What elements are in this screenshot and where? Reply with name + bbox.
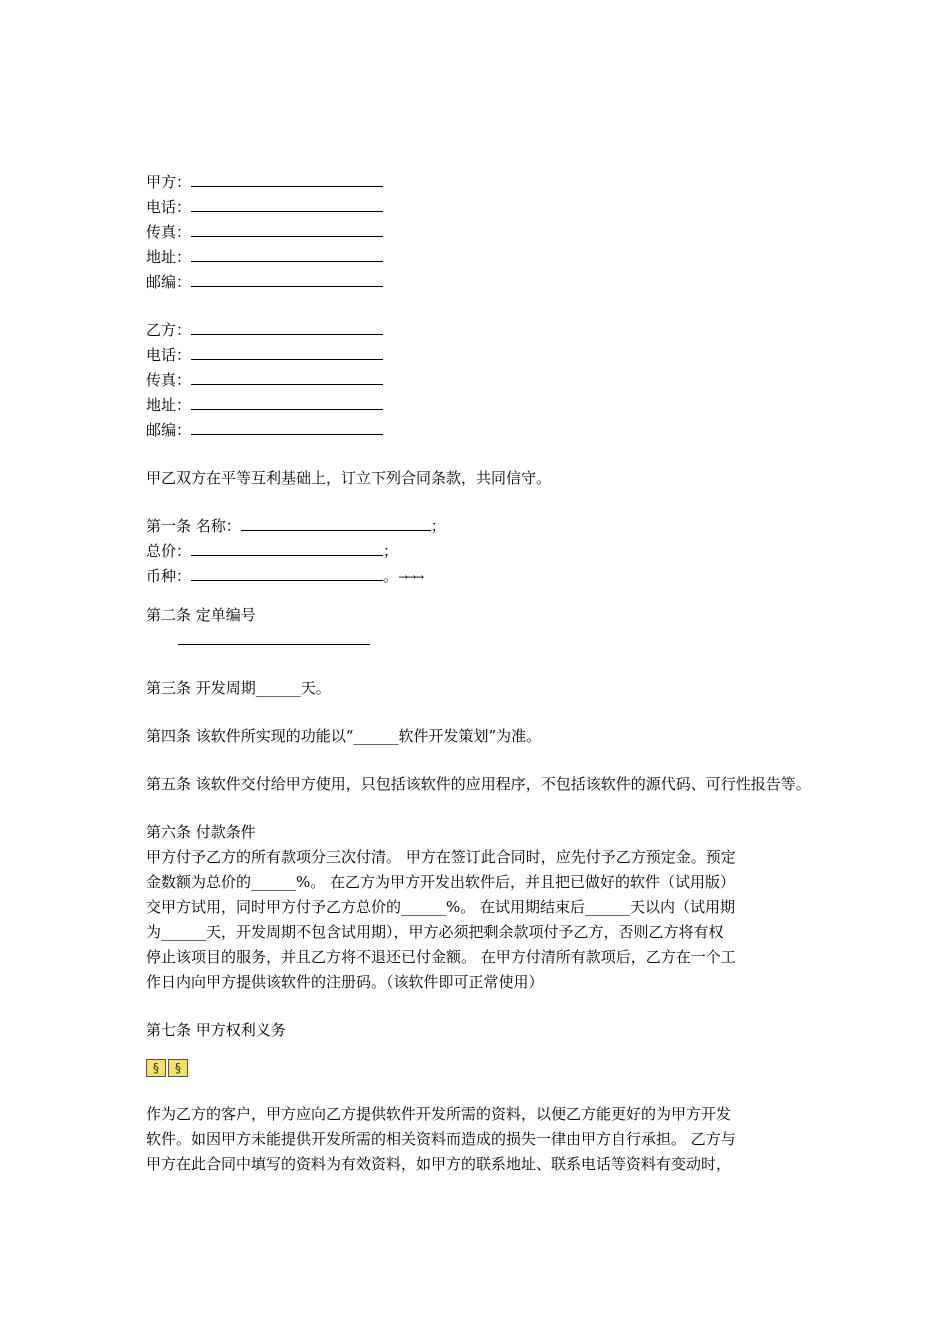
party-b-postcode-row <box>146 418 816 443</box>
punctuation: ； <box>430 517 446 535</box>
software-plan-field[interactable]: ______ <box>353 727 399 745</box>
party-b-phone-field[interactable] <box>191 346 383 360</box>
spacer <box>146 1043 816 1057</box>
total-price-label: 总价： <box>146 542 192 560</box>
spacer <box>146 749 816 772</box>
spacer <box>146 701 816 724</box>
currency-field[interactable] <box>191 567 383 581</box>
intro-paragraph: 甲乙双方在平等互利基础上，订立下列合同条款，共同信守。 <box>146 469 552 487</box>
spacer <box>146 443 816 466</box>
party-a-fax-label: 传真： <box>146 223 192 241</box>
embedded-icons <box>146 1057 816 1079</box>
party-b-phone-label: 电话： <box>146 346 192 364</box>
party-b-fax-label: 传真： <box>146 371 192 389</box>
party-a-fax-field[interactable] <box>191 223 383 237</box>
article-3-suffix: 天。 <box>300 679 331 697</box>
link-icon[interactable]: § <box>168 1059 188 1077</box>
article-2 <box>146 603 816 653</box>
article-6-line: 甲方付予乙方的所有款项分三次付清。 甲方在签订此合同时，应先付予乙方预定金。预定 <box>146 848 736 866</box>
article-5: 第五条 该软件交付给甲方使用，只包括该软件的应用程序，不包括该软件的源代码、可行性报告等。 <box>146 775 811 793</box>
party-b-postcode-field[interactable] <box>191 421 383 435</box>
party-a-name-label: 甲方： <box>146 173 192 191</box>
party-b-address-row <box>146 393 816 418</box>
article-1 <box>146 514 816 589</box>
article-3 <box>146 676 816 701</box>
party-b-address-field[interactable] <box>191 396 383 410</box>
article-7 <box>146 1018 816 1177</box>
party-b-name-label: 乙方： <box>146 321 192 339</box>
article-1-title: 第一条 名称： <box>146 517 241 535</box>
article-7-line: 软件。如因甲方未能提供开发所需的相关资料而造成的损失一律由甲方自行承担。 乙方与 <box>146 1130 736 1148</box>
party-a-name-row <box>146 170 816 195</box>
article-1-currency-row <box>146 564 816 589</box>
party-b-fax-field[interactable] <box>191 371 383 385</box>
article-3-prefix: 第三条 开发周期 <box>146 679 256 697</box>
article-2-title: 第二条 定单编号 <box>146 606 256 624</box>
arrow-marks-icon: →→→ <box>398 570 423 584</box>
article-1-total-row <box>146 539 816 564</box>
party-a-postcode-field[interactable] <box>191 273 383 287</box>
article-6-line: 停止该项目的服务，并且乙方将不退还已付金额。 在甲方付清所有款项后，乙方在一个工 <box>146 948 736 966</box>
party-a-address-field[interactable] <box>191 248 383 262</box>
dev-period-field[interactable]: ______ <box>255 679 301 697</box>
party-b-section <box>146 318 816 443</box>
article-6-title: 第六条 付款条件 <box>146 823 256 841</box>
party-a-phone-row <box>146 195 816 220</box>
party-b-name-row <box>146 318 816 343</box>
spacer <box>146 589 816 603</box>
party-b-name-field[interactable] <box>191 321 383 335</box>
party-a-fax-row <box>146 220 816 245</box>
article-4-prefix: 第四条 该软件所实现的功能以“ <box>146 727 354 745</box>
spacer <box>146 295 816 318</box>
order-number-row <box>146 628 816 653</box>
party-a-postcode-row <box>146 270 816 295</box>
spacer <box>146 653 816 676</box>
spacer <box>146 1079 816 1102</box>
article-6-line: 金数额为总价的______%。 在乙方为甲方开发出软件后，并且把已做好的软件（试用版） <box>146 873 736 891</box>
article-4-suffix: 软件开发策划”为准。 <box>398 727 542 745</box>
party-a-phone-label: 电话： <box>146 198 192 216</box>
party-b-phone-row <box>146 343 816 368</box>
product-name-field[interactable] <box>241 517 431 531</box>
party-a-postcode-label: 邮编： <box>146 273 192 291</box>
article-7-line: 甲方在此合同中填写的资料为有效资料，如甲方的联系地址、联系电话等资料有变动时， <box>146 1155 732 1173</box>
party-a-section <box>146 170 816 295</box>
party-a-phone-field[interactable] <box>191 198 383 212</box>
currency-label: 币种： <box>146 567 192 585</box>
contract-body <box>146 170 816 1177</box>
punctuation: 。 <box>383 567 399 585</box>
party-b-address-label: 地址： <box>146 396 192 414</box>
article-7-title: 第七条 甲方权利义务 <box>146 1021 286 1039</box>
link-icon[interactable]: § <box>146 1059 166 1077</box>
article-6 <box>146 820 816 995</box>
spacer <box>146 797 816 820</box>
spacer <box>146 491 816 514</box>
party-b-fax-row <box>146 368 816 393</box>
article-6-line: 交甲方试用，同时甲方付予乙方总价的______%。 在试用期结束后______天以内（试用期 <box>146 898 736 916</box>
article-7-line: 作为乙方的客户，甲方应向乙方提供软件开发所需的资料，以便乙方能更好的为甲方开发 <box>146 1105 732 1123</box>
party-b-postcode-label: 邮编： <box>146 421 192 439</box>
punctuation: ； <box>383 542 399 560</box>
article-1-name-row <box>146 514 816 539</box>
party-a-name-field[interactable] <box>191 173 383 187</box>
party-a-address-row <box>146 245 816 270</box>
article-4 <box>146 724 816 749</box>
article-6-line: 为______天，开发周期不包含试用期），甲方必须把剩余款项付予乙方，否则乙方将有权 <box>146 923 724 941</box>
total-price-field[interactable] <box>191 542 383 556</box>
spacer <box>146 995 816 1018</box>
article-6-line: 作日内向甲方提供该软件的注册码。（该软件即可正常使用） <box>146 973 544 991</box>
order-number-field[interactable] <box>178 631 370 645</box>
party-a-address-label: 地址： <box>146 248 192 266</box>
